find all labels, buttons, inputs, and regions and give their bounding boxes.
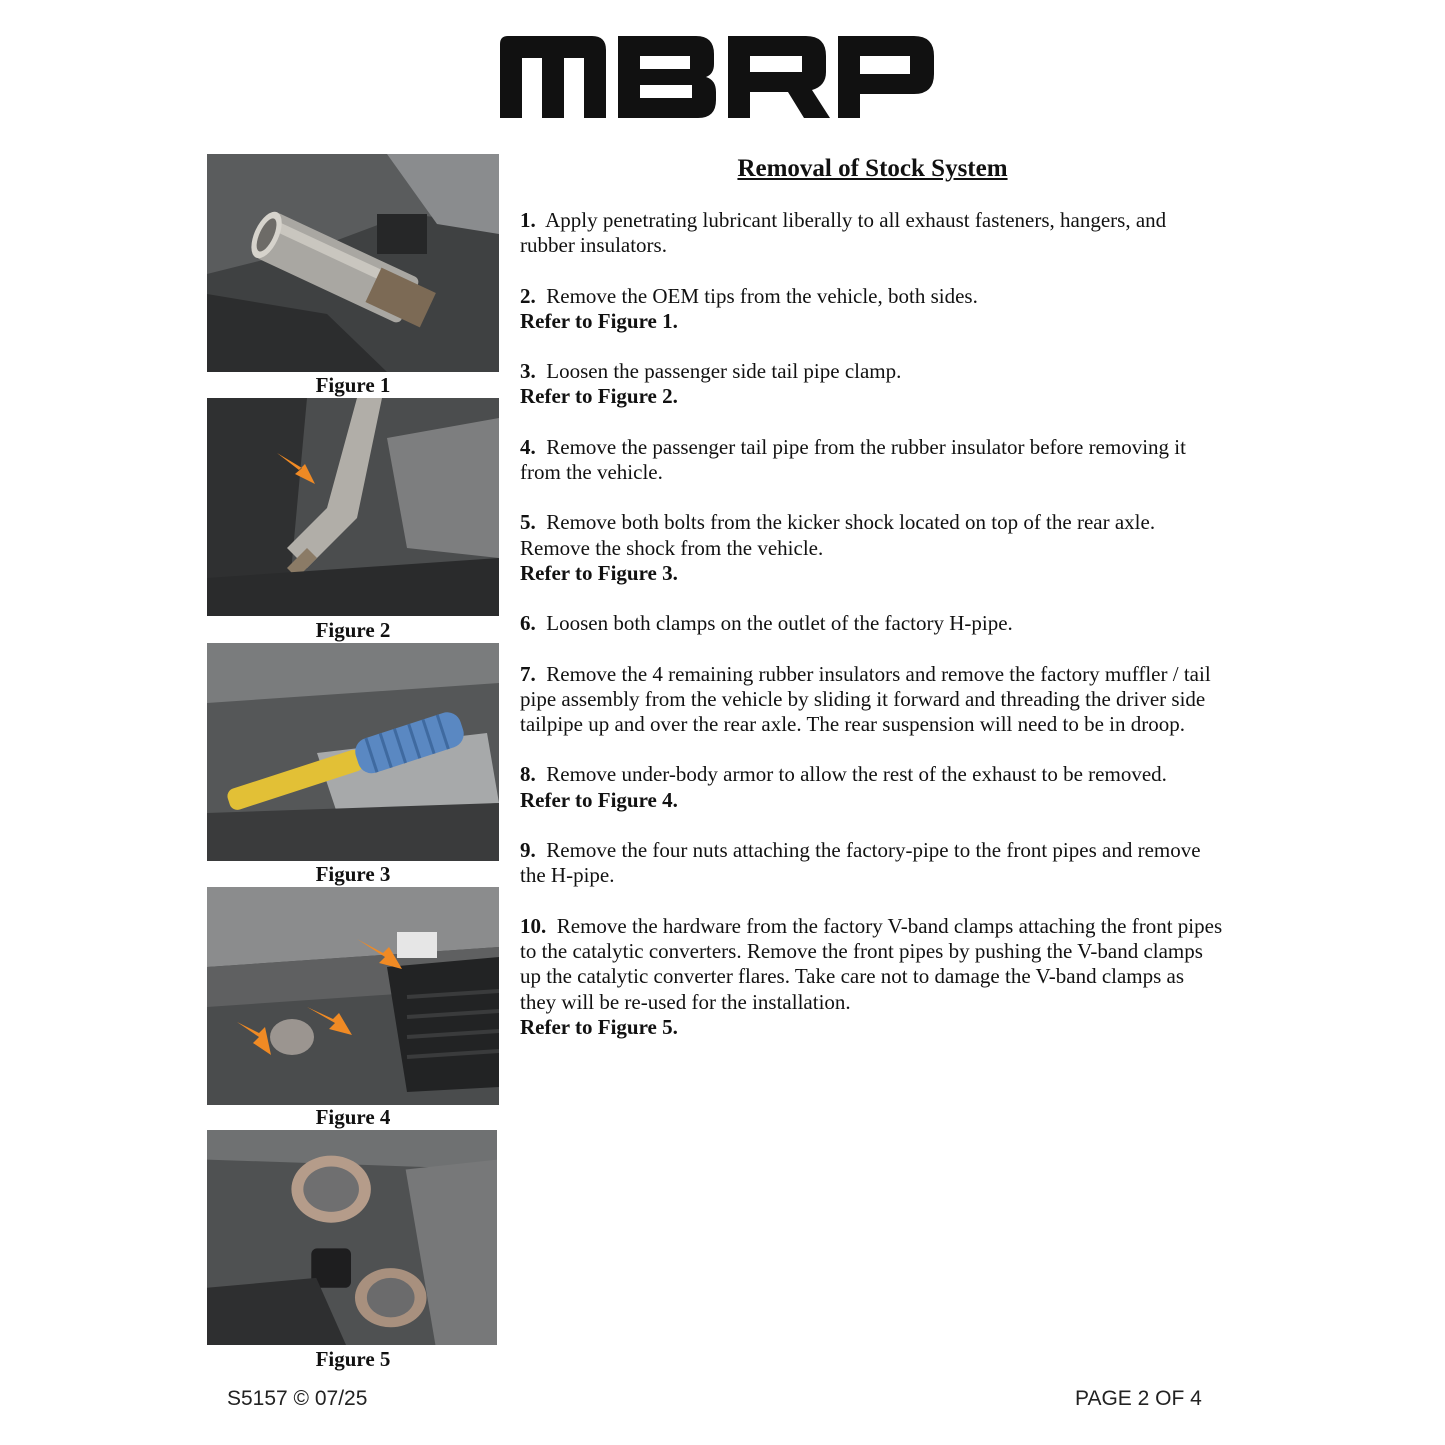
step-number: 2. [520,283,536,308]
step-number: 5. [520,510,536,535]
figure-3-caption: Figure 3 [315,862,391,886]
step-number: 7. [520,661,536,686]
step-2 [520,284,1225,335]
step-1 [520,208,1225,259]
mbrp-logo [500,34,935,120]
document-code: S5157 © 07/25 [227,1387,368,1410]
figure-2-caption: Figure 2 [315,618,391,642]
step-text: Remove the four nuts attaching the factory-pipe to the front pipes and remove the H-pipe. [520,838,1201,888]
figure-reference: Refer to Figure 5. [520,1014,678,1039]
steps-list [520,208,1225,1040]
figure-reference: Refer to Figure 4. [520,787,678,812]
figure-reference: Refer to Figure 3. [520,560,678,585]
step-text: Remove both bolts from the kicker shock located on top of the rear axle. Remove the shock from the vehicle. [520,510,1156,560]
step-9 [520,838,1225,889]
step-text: Apply penetrating lubricant liberally to all exhaust fasteners, hangers, and rubber insulators. [520,208,1167,258]
figure-reference: Refer to Figure 2. [520,384,678,409]
section-title: Removal of Stock System [737,155,1008,182]
step-number: 10. [520,913,547,938]
step-number: 1. [520,208,536,232]
step-4 [520,435,1225,486]
step-5 [520,510,1225,586]
figure-1-photo [207,154,499,372]
step-text: Remove the passenger tail pipe from the rubber insulator before removing it from the vehicle. [520,434,1186,485]
step-text: Remove the OEM tips from the vehicle, both sides. [546,283,978,308]
step-number: 9. [520,838,536,863]
step-number: 8. [520,762,536,787]
step-8 [520,762,1225,813]
instructions-column [520,152,1225,1065]
figure-2-photo [207,398,499,616]
step-6 [520,611,1225,636]
step-3 [520,359,1225,410]
step-7 [520,662,1225,738]
figure-1-caption: Figure 1 [315,373,391,397]
page-number: PAGE 2 OF 4 [1075,1387,1202,1410]
figure-3-photo [207,643,499,861]
step-text: Remove the hardware from the factory V-band clamps attaching the front pipes to the catalytic converters. Remove the front pipes by pushing the V-band clamps up the catalytic converter flares. Take care not to damage the V-band clamps as they will be re-used for the installation. [520,913,1223,1014]
step-text: Remove under-body armor to allow the rest of the exhaust to be removed. [546,762,1167,787]
step-text: Loosen the passenger side tail pipe clamp. [546,359,902,384]
step-10 [520,914,1225,1040]
figure-5-photo [207,1130,497,1345]
step-number: 4. [520,434,536,459]
step-number: 6. [520,611,536,636]
figure-5-caption: Figure 5 [315,1347,391,1371]
step-text: Loosen both clamps on the outlet of the factory H-pipe. [546,611,1013,636]
figure-4-photo [207,887,499,1105]
figure-4-caption: Figure 4 [315,1105,391,1129]
step-text: Remove the 4 remaining rubber insulators and remove the factory muffler / tail pipe assembly from the vehicle by sliding it forward and threading the driver side tailpipe up and over the rear axle. The rear suspension will need to be in droop. [520,661,1211,737]
step-number: 3. [520,359,536,384]
figure-reference: Refer to Figure 1. [520,308,678,333]
